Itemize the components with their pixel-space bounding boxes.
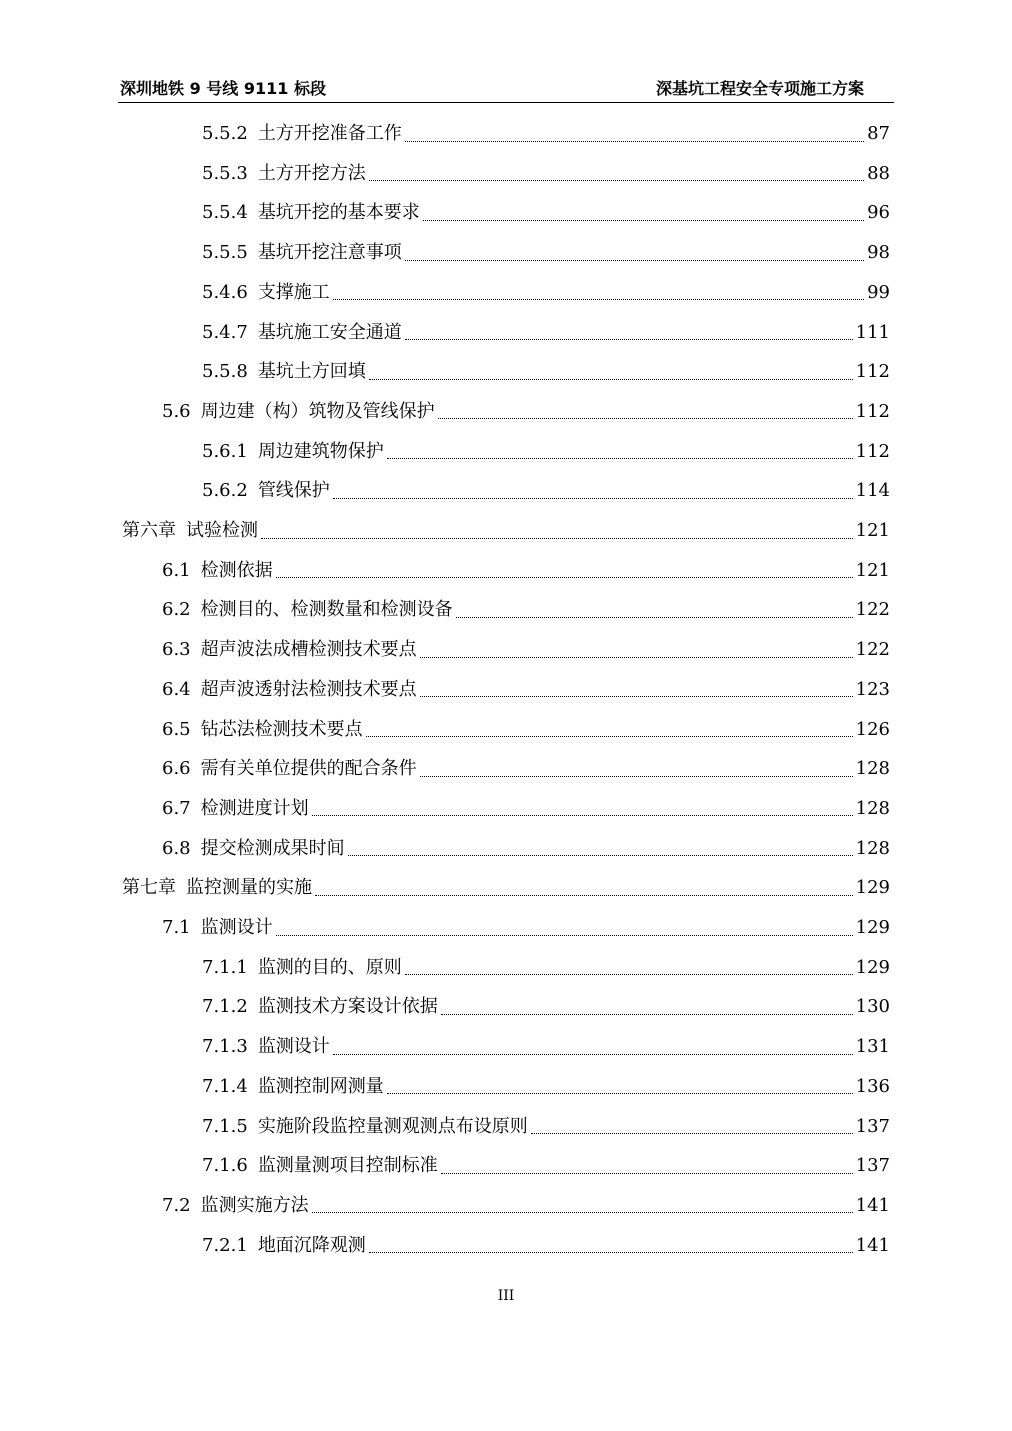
toc-entry-title: 检测目的、检测数量和检测设备 — [200, 599, 453, 621]
toc-leader-dots — [531, 1133, 853, 1134]
toc-entry-title: 周边建筑物保护 — [257, 440, 384, 462]
toc-entry[interactable] — [162, 590, 890, 630]
toc-entry-number: 5.6 — [162, 400, 191, 422]
toc-entry-title: 实施阶段监控量测观测点布设原则 — [257, 1115, 528, 1137]
toc-entry-number: 5.5.2 — [202, 123, 248, 144]
toc-entry-page: 129 — [855, 917, 890, 938]
toc-entry-page: 112 — [855, 400, 890, 422]
toc-entry-page: 128 — [855, 797, 890, 819]
toc-leader-dots — [333, 498, 853, 499]
toc-leader-dots — [438, 418, 853, 419]
toc-leader-dots — [420, 696, 853, 697]
toc-entry-number: 7.2.1 — [202, 1234, 248, 1256]
toc-entry[interactable] — [202, 1067, 890, 1107]
toc-entry[interactable] — [202, 114, 890, 154]
toc-entry[interactable] — [162, 908, 890, 948]
toc-entry[interactable] — [202, 1146, 890, 1186]
toc-entry-number: 6.7 — [162, 797, 191, 819]
toc-entry-number: 5.5.8 — [202, 361, 248, 383]
toc-leader-dots — [312, 1212, 853, 1213]
toc-entry-title: 地面沉降观测 — [257, 1234, 366, 1256]
toc-entry-number: 7.1.2 — [202, 996, 248, 1018]
toc-entry-page: 128 — [855, 758, 890, 780]
toc-entry-page: 130 — [855, 996, 890, 1018]
header-project-name: 深圳地铁 9 号线 9111 标段 — [120, 79, 326, 98]
toc-entry-number: 5.4.6 — [202, 281, 248, 303]
toc-entry[interactable] — [202, 432, 890, 472]
toc-entry-number: 6.2 — [162, 599, 191, 621]
toc-entry[interactable] — [202, 948, 890, 988]
toc-entry[interactable] — [202, 193, 890, 233]
toc-entry-page: 137 — [855, 1115, 890, 1137]
toc-entry-title: 试验检测 — [186, 520, 258, 541]
toc-entry-page: 121 — [855, 559, 890, 581]
toc-leader-dots — [420, 776, 853, 777]
toc-entry-page: 99 — [867, 281, 890, 303]
toc-entry-number: 5.6.1 — [202, 440, 248, 462]
toc-leader-dots — [276, 577, 853, 578]
toc-leader-dots — [405, 974, 853, 975]
toc-entry-number: 6.3 — [162, 639, 191, 661]
toc-entry-title: 土方开挖方法 — [257, 162, 366, 184]
toc-leader-dots — [276, 935, 853, 936]
toc-entry-number: 6.4 — [162, 678, 191, 700]
toc-entry-title: 超声波透射法检测技术要点 — [200, 678, 417, 700]
toc-leader-dots — [441, 1173, 853, 1174]
toc-entry-page: 114 — [855, 480, 890, 502]
toc-entry-number: 7.1.5 — [202, 1115, 248, 1137]
toc-entry-title: 监测量测项目控制标准 — [257, 1155, 438, 1177]
toc-entry-page: 137 — [855, 1155, 890, 1177]
toc-entry[interactable] — [122, 511, 890, 551]
toc-entry-page: 123 — [855, 678, 890, 700]
toc-entry-number: 第七章 — [122, 877, 176, 899]
toc-entry[interactable] — [202, 233, 890, 273]
toc-leader-dots — [333, 1054, 853, 1055]
toc-entry-page: 129 — [855, 956, 890, 978]
toc-leader-dots — [420, 657, 853, 658]
toc-entry-title: 周边建（构）筑物及管线保护 — [200, 400, 435, 422]
toc-entry-title: 提交检测成果时间 — [200, 837, 345, 859]
toc-leader-dots — [405, 141, 864, 142]
toc-entry-number: 5.4.7 — [202, 321, 248, 343]
toc-entry-page: 96 — [867, 202, 890, 224]
toc-entry-title: 基坑施工安全通道 — [257, 321, 402, 343]
toc-entry-number: 7.1.1 — [202, 956, 248, 978]
toc-entry[interactable] — [122, 868, 890, 908]
toc-entry[interactable] — [162, 630, 890, 670]
toc-entry[interactable] — [162, 670, 890, 710]
toc-entry-page: 126 — [855, 718, 890, 740]
toc-entry[interactable] — [202, 154, 890, 194]
toc-leader-dots — [369, 379, 853, 380]
toc-entry-title: 监测设计 — [200, 917, 273, 938]
page-number: III — [497, 1288, 515, 1304]
toc-leader-dots — [261, 538, 853, 539]
toc-entry-title: 检测依据 — [200, 559, 273, 581]
toc-entry[interactable] — [162, 551, 890, 591]
toc-leader-dots — [405, 339, 853, 340]
toc-entry-number: 7.1.4 — [202, 1075, 248, 1097]
toc-entry-number: 7.1.6 — [202, 1155, 248, 1177]
toc-entry-number: 5.5.4 — [202, 202, 248, 224]
toc-leader-dots — [369, 180, 864, 181]
toc-entry-number: 6.1 — [162, 559, 191, 581]
toc-entry-title: 管线保护 — [257, 480, 330, 502]
toc-entry-title: 监测技术方案设计依据 — [257, 996, 438, 1018]
toc-leader-dots — [366, 736, 853, 737]
toc-entry-page: 129 — [855, 877, 890, 899]
toc-entry-title: 监测设计 — [257, 1036, 330, 1058]
toc-entry-number: 5.5.5 — [202, 242, 248, 264]
toc-entry[interactable] — [202, 352, 890, 392]
toc-leader-dots — [369, 1252, 853, 1253]
toc-entry-number: 6.5 — [162, 718, 191, 740]
toc-entry[interactable] — [162, 710, 890, 750]
toc-entry-title: 监测实施方法 — [200, 1194, 309, 1216]
toc-entry[interactable] — [202, 273, 890, 313]
toc-leader-dots — [348, 855, 853, 856]
page-header — [118, 70, 894, 103]
toc-entry-title: 检测进度计划 — [200, 797, 309, 819]
toc-entry-title: 监测的目的、原则 — [257, 956, 402, 978]
toc-entry-number: 7.1.3 — [202, 1036, 248, 1058]
toc-entry[interactable] — [202, 1226, 890, 1266]
toc-entry-number: 5.5.3 — [202, 162, 248, 184]
toc-entry-page: 98 — [867, 242, 890, 264]
toc-entry-number: 5.6.2 — [202, 480, 248, 502]
toc-entry-page: 121 — [855, 520, 890, 541]
toc-leader-dots — [387, 1093, 853, 1094]
toc-leader-dots — [387, 458, 853, 459]
toc-entry-page: 112 — [855, 440, 890, 462]
toc-entry-page: 141 — [855, 1234, 890, 1256]
toc-entry-title: 基坑开挖注意事项 — [257, 242, 402, 264]
toc-entry-title: 钻芯法检测技术要点 — [200, 718, 363, 740]
toc-entry-number: 7.2 — [162, 1194, 191, 1216]
toc-entry-title: 超声波法成槽检测技术要点 — [200, 639, 417, 661]
toc-leader-dots — [315, 895, 853, 896]
toc-entry-page: 122 — [855, 599, 890, 621]
toc-entry-page: 122 — [855, 639, 890, 661]
toc-entry-page: 87 — [867, 123, 890, 144]
toc-entry[interactable] — [162, 789, 890, 829]
toc-leader-dots — [441, 1014, 853, 1015]
toc-entry[interactable] — [162, 829, 890, 869]
toc-leader-dots — [405, 260, 864, 261]
toc-entry[interactable] — [202, 313, 890, 353]
toc-entry[interactable] — [162, 749, 890, 789]
toc-entry[interactable] — [162, 1186, 890, 1226]
toc-entry-page: 128 — [855, 837, 890, 859]
toc-entry-title: 监测控制网测量 — [257, 1075, 384, 1097]
toc-entry-page: 111 — [855, 321, 890, 343]
toc-entry-page: 112 — [855, 361, 890, 383]
toc-entry-title: 监控测量的实施 — [186, 877, 312, 899]
toc-entry-page: 136 — [855, 1075, 890, 1097]
toc-entry-page: 88 — [867, 162, 890, 184]
toc-entry-number: 7.1 — [162, 917, 191, 938]
toc-leader-dots — [423, 220, 864, 221]
toc-entry-title: 支撑施工 — [257, 281, 330, 303]
toc-leader-dots — [312, 815, 853, 816]
toc-entry-page: 141 — [855, 1194, 890, 1216]
toc-entry[interactable] — [202, 987, 890, 1027]
toc-entry[interactable] — [202, 1107, 890, 1147]
header-document-title: 深基坑工程安全专项施工方案 — [655, 79, 864, 98]
toc-entry[interactable] — [202, 471, 890, 511]
toc-entry[interactable] — [162, 392, 890, 432]
toc-entry-title: 基坑开挖的基本要求 — [257, 202, 420, 224]
toc-entry-title: 土方开挖准备工作 — [257, 123, 402, 144]
toc-entry-number: 6.6 — [162, 758, 191, 780]
toc-entry-title: 需有关单位提供的配合条件 — [200, 758, 417, 780]
toc-entry-page: 131 — [855, 1036, 890, 1058]
toc-entry[interactable] — [202, 1027, 890, 1067]
toc-leader-dots — [333, 299, 864, 300]
toc-leader-dots — [456, 617, 853, 618]
toc-entry-title: 基坑土方回填 — [257, 361, 366, 383]
toc-entry-number: 6.8 — [162, 837, 191, 859]
toc-entry-number: 第六章 — [122, 520, 176, 541]
